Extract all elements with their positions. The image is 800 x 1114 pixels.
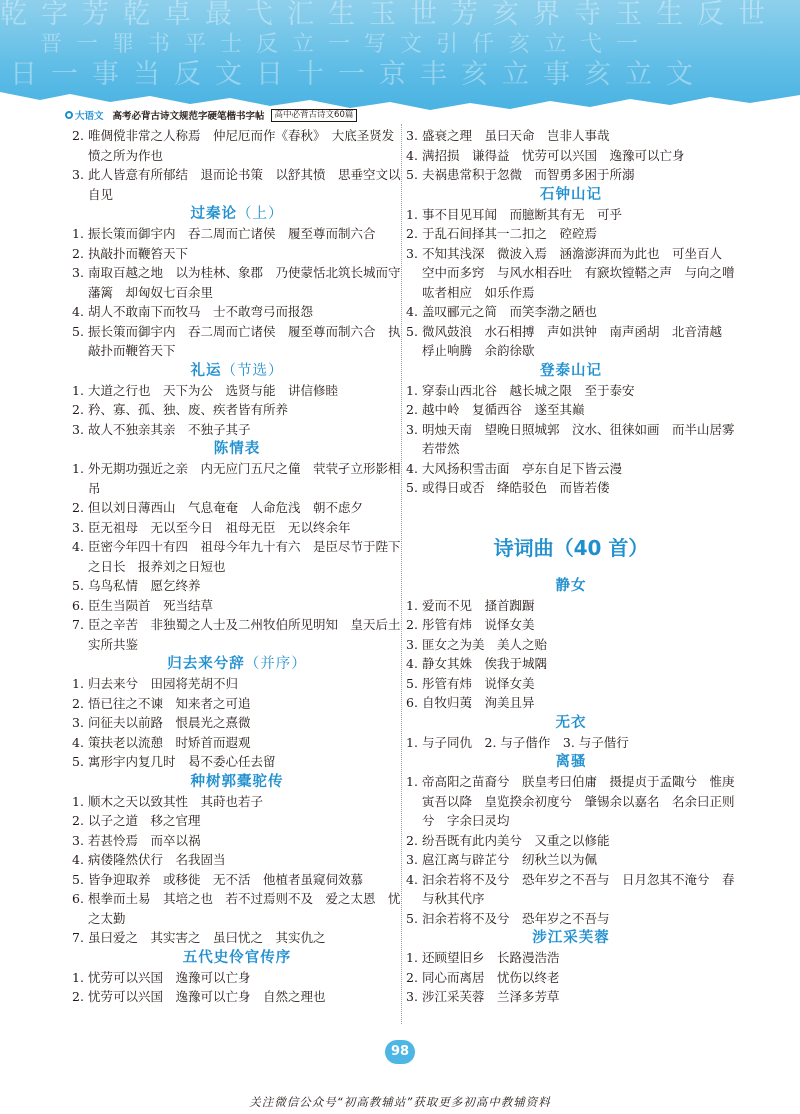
item-number: 1. [406, 734, 418, 750]
item-number: 2. [406, 969, 418, 985]
item-number: 6. [72, 891, 84, 906]
item-text: 夫祸患常积于忽微 而智勇多困于所溺 [422, 167, 635, 182]
item-number: 1. [406, 206, 418, 222]
item-text: 自牧归荑 洵美且异 [422, 695, 535, 710]
item-number: 4. [406, 871, 418, 887]
section-title [72, 204, 402, 224]
list-item [406, 224, 736, 244]
list-item [406, 322, 736, 361]
item-number: 5. [72, 754, 84, 769]
list-item [406, 146, 736, 166]
item-text: 南取百越之地 以为桂林、象郡 乃使蒙恬北筑长城而守藩篱 却匈奴七百余里 [88, 265, 401, 300]
section-title [406, 713, 736, 733]
item-text: 于乱石间择其一二扣之 硿硿焉 [422, 226, 598, 241]
list-item [72, 322, 402, 361]
section-title [72, 772, 402, 792]
running-header [62, 108, 742, 122]
item-number: 1. [406, 774, 418, 789]
item-number: 5. [406, 675, 418, 691]
list-item [72, 224, 402, 244]
section-tag: 高中必背古诗文60篇 [271, 109, 358, 122]
list-item [72, 968, 402, 988]
item-number: 6. [72, 597, 84, 613]
item-text: 但以刘日薄西山 气息奄奄 人命危浅 朝不虑夕 [88, 500, 364, 515]
section-title [406, 361, 736, 381]
list-item [72, 987, 402, 1007]
list-item [72, 302, 402, 322]
chapter-title: 诗词曲（40 首） [493, 535, 649, 560]
item-number: 5. [72, 323, 84, 339]
list-item [406, 615, 736, 635]
item-number: 2. [72, 128, 84, 143]
item-number: 7. [72, 930, 84, 945]
item-text: 若甚怜焉 而卒以祸 [88, 832, 201, 848]
banner-decoration: 乾字芳乾卓最弋汇生玉世芳亥界寺玉生反世 晋一罪书平士反立一写文引仟亥立弋一 日一事当反文日十一京丰亥立事亥立文 [0, 0, 779, 90]
item-text: 大道之行也 天下为公 选贤与能 讲信修睦 [88, 382, 339, 398]
list-item [72, 576, 402, 596]
item-number: 2. [406, 226, 418, 241]
section-title-main: 无衣 [555, 713, 587, 731]
list-item [406, 244, 736, 303]
list-item [72, 518, 402, 538]
item-text: 还顾望旧乡 长路漫浩浩 [422, 950, 560, 965]
list-item [72, 537, 402, 576]
list-item [72, 596, 402, 616]
item-number: 3. [72, 167, 84, 182]
item-text: 问征夫以前路 恨晨光之熹微 [88, 715, 251, 730]
item-number: 7. [72, 617, 84, 632]
item-text: 顺木之天以致其性 其莳也若子 [88, 793, 264, 809]
item-text: 匪女之为美 美人之贻 [422, 636, 548, 652]
list-item [72, 498, 402, 518]
item-number: 1. [72, 226, 84, 241]
item-number: 4. [406, 460, 418, 476]
top-banner [0, 0, 800, 112]
item-number: 5. [72, 578, 84, 593]
item-number: 1. [72, 676, 84, 691]
item-number: 2. [72, 695, 84, 711]
section-title-main: 离骚 [555, 753, 587, 770]
list-item [72, 889, 402, 928]
item-text: 帝高阳之苗裔兮 朕皇考曰伯庸 摄提贞于孟陬兮 惟庚寅吾以降 皇览揆余初度兮 肇锡余以嘉名 名余曰正则兮 字余曰灵均 [422, 774, 735, 828]
item-number: 1. [72, 461, 84, 476]
item-number: 3. [72, 519, 84, 535]
section-title-main: 归去来兮辞 [167, 655, 245, 672]
item-text: 寓形宇内复几时 曷不委心任去留 [88, 754, 276, 769]
item-number: 3. [72, 715, 84, 730]
item-text: 明烛天南 望晚日照城郭 汶水、徂徕如画 而半山居雾若带然 [422, 421, 735, 456]
item-number: 4. [406, 304, 418, 319]
item-number: 1. [406, 950, 418, 965]
right-column [406, 126, 736, 1007]
list-item [72, 263, 402, 302]
section-title-main: 石钟山记 [540, 185, 602, 203]
item-text: 外无期功强近之亲 内无应门五尺之僮 茕茕孑立形影相吊 [88, 461, 401, 496]
section-title-sub: （上） [237, 206, 284, 222]
item-text: 扈江离与辟芷兮 纫秋兰以为佩 [422, 852, 598, 867]
item-number: 5. [406, 167, 418, 182]
item-text: 臣密今年四十有四 祖母今年九十有六 是臣尽节于陛下之日长 报养刘之日短也 [88, 539, 401, 574]
item-text: 彤管有炜 说怿女美 [422, 617, 535, 632]
item-text: 病偻隆然伏行 名我固当 [88, 852, 226, 867]
section-title [72, 948, 402, 968]
list-item [406, 733, 736, 753]
list-item [406, 420, 736, 459]
item-number: 2. [72, 245, 84, 261]
item-text: 臣生当陨首 死当结草 [88, 597, 214, 613]
section-title [72, 361, 402, 381]
section-title-main: 礼运 [190, 361, 222, 379]
list-item [406, 635, 736, 655]
item-text: 与子同仇 2. 与子偕作 3. 与子偕行 [422, 734, 629, 750]
list-item [406, 478, 736, 498]
footer-note: 关注微信公众号“初高教辅站”获取更多初高中教辅资料 [249, 1095, 551, 1109]
brand-name: 大语文 [75, 111, 104, 122]
item-number: 3. [406, 989, 418, 1004]
item-text: 臣无祖母 无以至今日 祖母无臣 无以终余年 [88, 519, 351, 535]
item-text: 振长策而御宇内 吞二周而亡诸侯 履至尊而制六合 执敲扑而鞭笞天下 [88, 323, 401, 358]
item-text: 虽曰爱之 其实害之 虽曰忧之 其实仇之 [88, 930, 326, 945]
list-item [72, 381, 402, 401]
item-number: 3. [406, 128, 418, 143]
item-number: 5. [406, 480, 418, 495]
item-text: 不知其浅深 微波入焉 涵澹澎湃而为此也 可坐百人 空中而多窍 与风水相吞吐 有窾坎镗鞳之声 与向之噌吰者相应 如乐作焉 [422, 245, 735, 300]
item-text: 臣之辛苦 非独蜀之人士及二州牧伯所见明知 皇天后土实所共鉴 [88, 617, 401, 652]
list-item [406, 987, 736, 1007]
item-text: 盖叹郦元之简 而笑李渤之陋也 [422, 304, 598, 319]
list-item [406, 674, 736, 694]
section-title-sub: （并序） [244, 656, 307, 672]
item-text: 爱而不见 搔首踟蹰 [422, 597, 535, 613]
section-title [406, 576, 736, 596]
list-item [406, 948, 736, 968]
item-number: 3. [406, 245, 418, 261]
item-number: 5. [406, 323, 418, 339]
book-title: 高考必背古诗文规范字硬笔楷书字帖 [112, 111, 265, 122]
brand-circle-icon [65, 111, 73, 119]
list-item [72, 420, 402, 440]
list-item [406, 909, 736, 929]
item-number: 3. [406, 636, 418, 652]
item-number: 3. [406, 421, 418, 437]
list-item [406, 772, 736, 831]
item-number: 4. [406, 656, 418, 671]
item-text: 悟已往之不谏 知来者之可追 [88, 695, 251, 711]
item-text: 越中岭 复循西谷 遂至其巅 [422, 402, 585, 417]
left-column [72, 126, 402, 1007]
item-number: 2. [406, 617, 418, 632]
section-title [406, 928, 736, 948]
section-title [72, 654, 402, 674]
item-text: 或得日或否 绛皓驳色 而皆若偻 [422, 480, 610, 495]
section-title-main: 过秦论 [190, 205, 237, 222]
item-text: 此人皆意有所郁结 退而论书策 以舒其愤 思垂空文以自见 [88, 167, 401, 202]
item-text: 以子之道 移之官理 [88, 813, 201, 828]
item-text: 静女其姝 俟我于城隅 [422, 656, 548, 671]
section-title [406, 185, 736, 205]
list-item [72, 126, 402, 165]
section-title-main: 种树郭橐驼传 [190, 772, 284, 790]
list-item [72, 792, 402, 812]
list-item [72, 811, 402, 831]
item-number: 4. [72, 734, 84, 750]
item-text: 乌鸟私情 愿乞终养 [88, 578, 201, 593]
item-number: 6. [406, 695, 418, 710]
item-text: 事不目见耳闻 而臆断其有无 可乎 [422, 206, 623, 222]
list-item [72, 615, 402, 654]
item-number: 4. [72, 304, 84, 319]
list-item [406, 831, 736, 851]
item-number: 2. [72, 500, 84, 515]
list-item [72, 870, 402, 890]
torn-paper-edge [0, 70, 800, 112]
item-number: 5. [406, 910, 418, 926]
item-number: 2. [72, 989, 84, 1004]
section-title [72, 439, 402, 459]
item-text: 振长策而御宇内 吞二周而亡诸侯 履至尊而制六合 [88, 226, 376, 241]
section-title-main: 静女 [555, 576, 587, 594]
item-number: 4. [72, 852, 84, 867]
page-number: 98 [385, 1040, 415, 1064]
item-text: 归去来兮 田园将芜胡不归 [88, 676, 239, 691]
item-number: 4. [406, 147, 418, 163]
item-text: 皆争迎取养 或移徙 无不活 他植者虽窥伺效慕 [88, 871, 364, 887]
item-text: 满招损 谦得益 忧劳可以兴国 逸豫可以亡身 [422, 147, 685, 163]
list-item [72, 850, 402, 870]
item-text: 大风扬积雪击面 亭东自足下皆云漫 [422, 460, 623, 476]
item-number: 2. [72, 402, 84, 417]
item-number: 2. [72, 813, 84, 828]
brand-logo [62, 109, 107, 122]
item-text: 彤管有炜 说怿女美 [422, 675, 535, 691]
list-item [406, 968, 736, 988]
list-item [72, 165, 402, 204]
item-text: 同心而离居 忧伤以终老 [422, 969, 560, 985]
list-item [406, 205, 736, 225]
item-number: 2. [406, 832, 418, 848]
list-item [406, 870, 736, 909]
item-number: 3. [72, 265, 84, 280]
item-number: 3. [72, 832, 84, 848]
list-item [406, 459, 736, 479]
item-text: 汩余若将不及兮 恐年岁之不吾与 日月忽其不淹兮 春与秋其代序 [422, 871, 735, 906]
list-item [72, 459, 402, 498]
section-title-main: 陈情表 [213, 440, 261, 457]
item-number: 2. [406, 402, 418, 417]
list-item [406, 302, 736, 322]
list-item [406, 654, 736, 674]
item-text: 矜、寡、孤、独、废、疾者皆有所养 [88, 402, 289, 417]
list-item [72, 713, 402, 733]
section-title-main: 登泰山记 [540, 361, 602, 379]
item-number: 3. [72, 421, 84, 437]
item-number: 5. [72, 871, 84, 887]
item-text: 故人不独亲其亲 不独子其子 [88, 421, 251, 437]
list-item [72, 733, 402, 753]
list-item [72, 694, 402, 714]
list-item [406, 126, 736, 146]
list-item [406, 381, 736, 401]
section-title-main: 五代史伶官传序 [182, 948, 292, 966]
list-item [406, 693, 736, 713]
list-item [72, 831, 402, 851]
section-title-main: 涉江采芙蓉 [532, 929, 610, 946]
item-text: 根拳而土易 其培之也 若不过焉则不及 爱之太恩 忧之太勤 [88, 891, 401, 926]
item-text: 盛衰之理 虽曰天命 岂非人事哉 [422, 128, 610, 143]
list-item [406, 850, 736, 870]
section-title [406, 752, 736, 772]
item-text: 唯倜傥非常之人称焉 仲尼厄而作《春秋》 大底圣贤发愤之所为作也 [88, 128, 395, 163]
list-item [72, 928, 402, 948]
item-text: 微风鼓浪 水石相搏 声如洪钟 南声函胡 北音清越 桴止响腾 余韵徐歇 [422, 323, 735, 358]
item-number: 1. [72, 382, 84, 398]
list-item [72, 244, 402, 264]
item-number: 4. [72, 539, 84, 554]
item-text: 执敲扑而鞭笞天下 [88, 245, 189, 261]
item-number: 3. [406, 852, 418, 867]
list-item [72, 400, 402, 420]
item-text: 汩余若将不及兮 恐年岁之不吾与 [422, 910, 610, 926]
item-text: 纷吾既有此内美兮 又重之以修能 [422, 832, 610, 848]
item-text: 涉江采芙蓉 兰泽多芳草 [422, 989, 560, 1004]
item-number: 1. [72, 969, 84, 985]
list-item [406, 400, 736, 420]
item-text: 穿泰山西北谷 越长城之限 至于泰安 [422, 382, 635, 398]
section-title-sub: （节选） [221, 362, 284, 379]
item-text: 策扶老以流憩 时矫首而遐观 [88, 734, 251, 750]
item-number: 1. [406, 382, 418, 398]
item-number: 1. [406, 597, 418, 613]
list-item [406, 165, 736, 185]
item-number: 1. [72, 793, 84, 809]
list-item [72, 674, 402, 694]
item-text: 胡人不敢南下而牧马 士不敢弯弓而报怨 [88, 304, 314, 319]
item-text: 忧劳可以兴国 逸豫可以亡身 自然之理也 [88, 989, 326, 1004]
list-item [406, 596, 736, 616]
item-text: 忧劳可以兴国 逸豫可以亡身 [88, 969, 251, 985]
list-item [72, 752, 402, 772]
